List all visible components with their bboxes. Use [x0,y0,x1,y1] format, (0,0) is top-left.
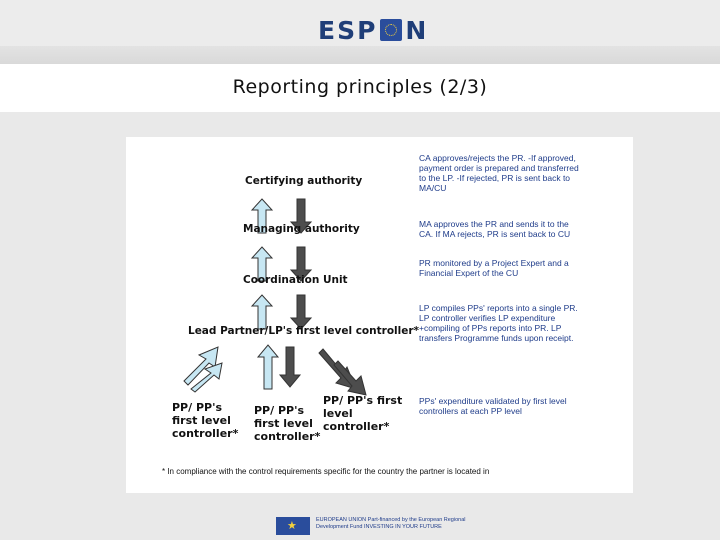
footnote: * In compliance with the control requirements specific for the country the partner is located in [162,467,490,476]
node-pp-2: PP/ PP's first level controller* [254,404,321,443]
header-bar [0,0,720,64]
eu-funding-text: EUROPEAN UNION Part-financed by the European Regional Development Fund INVESTING IN YOUR FUTURE [316,517,466,530]
eu-flag-icon [380,19,402,41]
diagram-panel [126,137,633,493]
header-map-strip [0,46,720,64]
node-pp-3: PP/ PP's first level controller* [323,394,403,433]
note-ca: CA approves/rejects the PR. -If approved, payment order is prepared and transferred to the LP. -If rejected, PR is sent back to MA/CU [419,153,579,193]
node-certifying-authority: Certifying authority [245,175,363,187]
eu-flag-icon [276,517,310,535]
arrow-down-icon [291,295,311,329]
note-lp: LP compiles PPs' reports into a single PR. LP controller verifies LP expenditure +compiling of PPs reports into PR. LP transfers Programme funds upon receipt. [419,303,578,343]
logo-text-left: ESP [318,15,378,45]
note-pp: PPs' expenditure validated by first level controllers at each PP level [419,396,567,416]
note-cu: PR monitored by a Project Expert and a Financial Expert of the CU [419,258,569,278]
arrow-down-icon [334,361,366,395]
espon-logo [318,14,428,46]
logo-text-right: N [405,15,429,45]
arrow-up-icon [258,345,278,389]
node-coordination-unit: Coordination Unit [243,274,348,286]
note-ma: MA approves the PR and sends it to the CA. If MA rejects, PR is sent back to CU [419,219,571,239]
arrow-down-icon [280,347,300,387]
node-lead-partner: Lead Partner/LP's first level controller* [188,325,420,337]
node-managing-authority: Managing authority [243,223,360,235]
slide-title: Reporting principles (2/3) [232,76,488,98]
node-pp-1: PP/ PP's first level controller* [172,401,239,440]
arrow-up-icon [252,295,272,329]
